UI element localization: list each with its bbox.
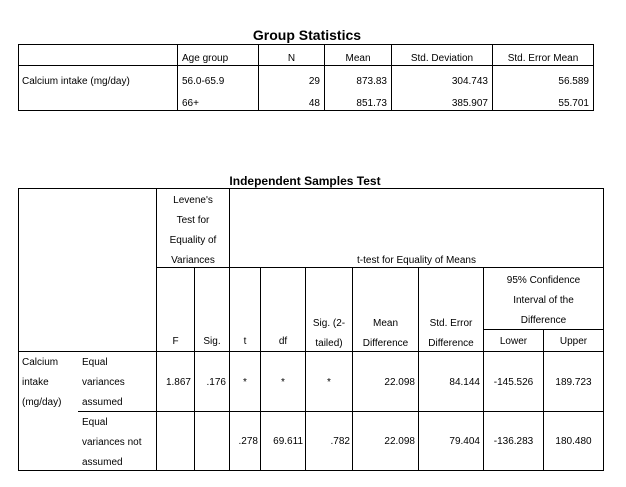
row-label-line: assumed xyxy=(82,397,123,408)
cell-lower: -145.526 xyxy=(493,377,534,388)
header-line: Std. Error xyxy=(429,318,473,329)
cell-age-group: 66+ xyxy=(182,98,199,109)
header-sig: Sig. xyxy=(203,336,221,347)
row-label xyxy=(82,353,156,413)
ci-header-line: Difference xyxy=(520,315,567,326)
header-lower: Lower xyxy=(499,336,528,347)
ttest-header: t-test for Equality of Means xyxy=(357,255,476,266)
cell-std-deviation: 385.907 xyxy=(451,98,488,109)
row-variable-label: Calcium intake (mg/day) xyxy=(22,76,130,87)
ci-header xyxy=(484,271,603,331)
variable-label-line: (mg/day) xyxy=(22,397,62,408)
row-label xyxy=(82,413,156,473)
cell-age-group: 56.0-65.9 xyxy=(182,76,225,87)
header-mean-difference xyxy=(353,314,418,354)
cell-mean: 873.83 xyxy=(356,76,387,87)
variable-label-line: Calcium xyxy=(22,357,59,368)
variable-label-line: intake xyxy=(22,377,49,388)
header-line: Difference xyxy=(362,338,409,349)
header-line: Sig. (2- xyxy=(312,318,346,329)
header-age-group: Age group xyxy=(182,53,229,64)
header-line: tailed) xyxy=(315,338,343,349)
cell-std-error-mean: 56.589 xyxy=(558,76,589,87)
cell-sig-2-tailed: * xyxy=(327,377,331,388)
row-label-line: Equal xyxy=(82,417,108,428)
cell-upper: 189.723 xyxy=(555,377,592,388)
header-std-deviation: Std. Deviation xyxy=(410,53,474,64)
cell-std-error-difference: 79.404 xyxy=(449,436,480,447)
cell-mean-difference: 22.098 xyxy=(384,377,415,388)
cell-df: * xyxy=(281,377,285,388)
header-line: Mean xyxy=(372,318,398,329)
header-df: df xyxy=(278,336,288,347)
group-statistics-title: Group Statistics xyxy=(252,27,362,43)
header-t: t xyxy=(243,336,247,347)
header-line: Difference xyxy=(428,338,474,349)
cell-sig: .176 xyxy=(206,377,226,388)
cell-f: 1.867 xyxy=(165,377,191,388)
levene-header xyxy=(157,191,229,271)
ci-header-line: Interval of the xyxy=(513,295,574,306)
header-mean: Mean xyxy=(345,53,371,64)
cell-n: 48 xyxy=(308,98,320,109)
ci-header-line: 95% Confidence xyxy=(506,275,581,286)
cell-mean-difference: 22.098 xyxy=(384,436,415,447)
levene-header-line: Equality of xyxy=(169,235,217,246)
cell-df: 69.611 xyxy=(273,436,303,447)
row-label-line: variances not xyxy=(82,437,142,448)
header-f: F xyxy=(172,336,179,347)
levene-header-line: Variances xyxy=(171,255,215,266)
row-label-line: variances xyxy=(82,377,125,388)
header-std-error-difference xyxy=(419,314,483,354)
cell-lower: -136.283 xyxy=(493,436,534,447)
cell-sig-2-tailed: .782 xyxy=(330,436,350,447)
cell-std-deviation: 304.743 xyxy=(451,76,488,87)
header-upper: Upper xyxy=(559,336,588,347)
cell-t: .278 xyxy=(238,436,258,447)
cell-n: 29 xyxy=(308,76,320,87)
cell-std-error-difference: 84.144 xyxy=(449,377,480,388)
row-label-line: assumed xyxy=(82,457,123,468)
cell-std-error-mean: 55.701 xyxy=(558,98,589,109)
row-label-line: Equal xyxy=(82,357,108,368)
cell-mean: 851.73 xyxy=(356,98,387,109)
independent-samples-test-title: Independent Samples Test xyxy=(229,174,381,188)
header-n: N xyxy=(287,53,296,64)
levene-header-line: Levene's xyxy=(173,195,213,206)
cell-t: * xyxy=(243,377,247,388)
header-sig-2-tailed xyxy=(306,314,352,354)
header-std-error-mean: Std. Error Mean xyxy=(507,53,579,64)
levene-header-line: Test for xyxy=(176,215,210,226)
cell-upper: 180.480 xyxy=(555,436,592,447)
variable-label xyxy=(22,353,78,413)
